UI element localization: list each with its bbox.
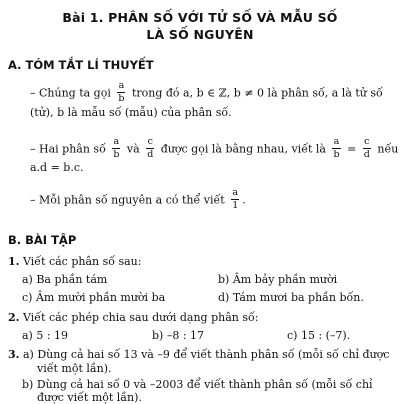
fraction-numerator: c: [147, 136, 153, 147]
theory-text: .: [242, 193, 246, 207]
exercise-number: 3.: [8, 348, 20, 361]
fraction: [117, 81, 125, 104]
fraction: [363, 137, 371, 160]
fraction-denominator: d: [363, 149, 370, 160]
exercise-number: 1.: [8, 255, 20, 268]
theory-line-2: [30, 106, 232, 119]
fraction: [231, 188, 239, 211]
theory-text: – Hai phân số: [30, 142, 106, 156]
fraction-numerator: a: [113, 136, 120, 147]
exercise-1d: d) Tám mươi ba phần bốn.: [218, 291, 364, 304]
equals-sign: =: [347, 142, 357, 156]
theory-text: nếu: [377, 142, 399, 156]
fraction-denominator: b: [113, 149, 120, 160]
exercise-3a-line-1: [8, 348, 389, 361]
exercise-text: Viết các phân số sau:: [22, 255, 142, 268]
fraction: [146, 137, 154, 160]
fraction-denominator: b: [118, 93, 125, 104]
exercise-text: a) Dùng cả hai số 13 và –9 để viết thành phân số (mỗi số chỉ được: [22, 348, 390, 361]
section-b-heading: B. BÀI TẬP: [8, 233, 77, 247]
exercise-2b: b) –8 : 17: [152, 329, 205, 342]
fraction-numerator: a: [333, 136, 340, 147]
theory-line-5: [30, 189, 246, 212]
theory-line-4: [30, 161, 84, 174]
fraction-numerator: a: [118, 80, 125, 91]
exercise-1a: a) Ba phần tám: [22, 273, 108, 286]
theory-text: và: [126, 142, 140, 156]
fraction-numerator: a: [232, 187, 239, 198]
theory-text: a.d = b.c.: [30, 161, 84, 174]
fraction-denominator: d: [147, 149, 154, 160]
exercise-text: Viết các phép chia sau dưới dạng phân số:: [22, 311, 259, 324]
theory-text: – Chúng ta gọi: [30, 86, 111, 100]
fraction: [332, 137, 340, 160]
theory-text: trong đó a, b ∈ ℤ, b ≠ 0 là phân số, a là tử số: [131, 86, 383, 100]
page-title: Bài 1. PHÂN SỐ VỚI TỬ SỐ VÀ MẪU SỐ: [62, 10, 338, 25]
exercise-1b: b) Âm bảy phần mười: [218, 273, 338, 286]
exercise-2a: a) 5 : 19: [22, 329, 69, 342]
theory-line-3: [30, 138, 398, 161]
fraction-denominator: b: [333, 149, 340, 160]
exercise-3b-line-1: b) Dùng cả hai số 0 và –2003 để viết thành phân số (mỗi số chỉ: [22, 378, 373, 391]
fraction: [112, 137, 120, 160]
exercise-number: 2.: [8, 311, 20, 324]
exercise-2c: c) 15 : (–7).: [287, 329, 351, 342]
exercise-2: [8, 311, 258, 324]
fraction-numerator: c: [364, 136, 370, 147]
fraction-denominator: 1: [232, 200, 239, 211]
page-subtitle: LÀ SỐ NGUYÊN: [146, 27, 254, 42]
theory-text: – Mỗi phân số nguyên a có thể viết: [30, 193, 225, 207]
exercise-3b-line-2: được viết một lần).: [37, 391, 142, 404]
exercise-3a-line-2: viết một lần).: [37, 362, 112, 375]
theory-text: được gọi là bằng nhau, viết là: [160, 142, 326, 156]
exercise-1c: c) Âm mười phần mười ba: [22, 291, 166, 304]
theory-text: (tử), b là mẫu số (mẫu) của phân số.: [30, 106, 232, 119]
exercise-1: [8, 255, 141, 268]
theory-line-1: [30, 82, 383, 105]
section-a-heading: A. TÓM TẮT LÍ THUYẾT: [8, 58, 154, 72]
